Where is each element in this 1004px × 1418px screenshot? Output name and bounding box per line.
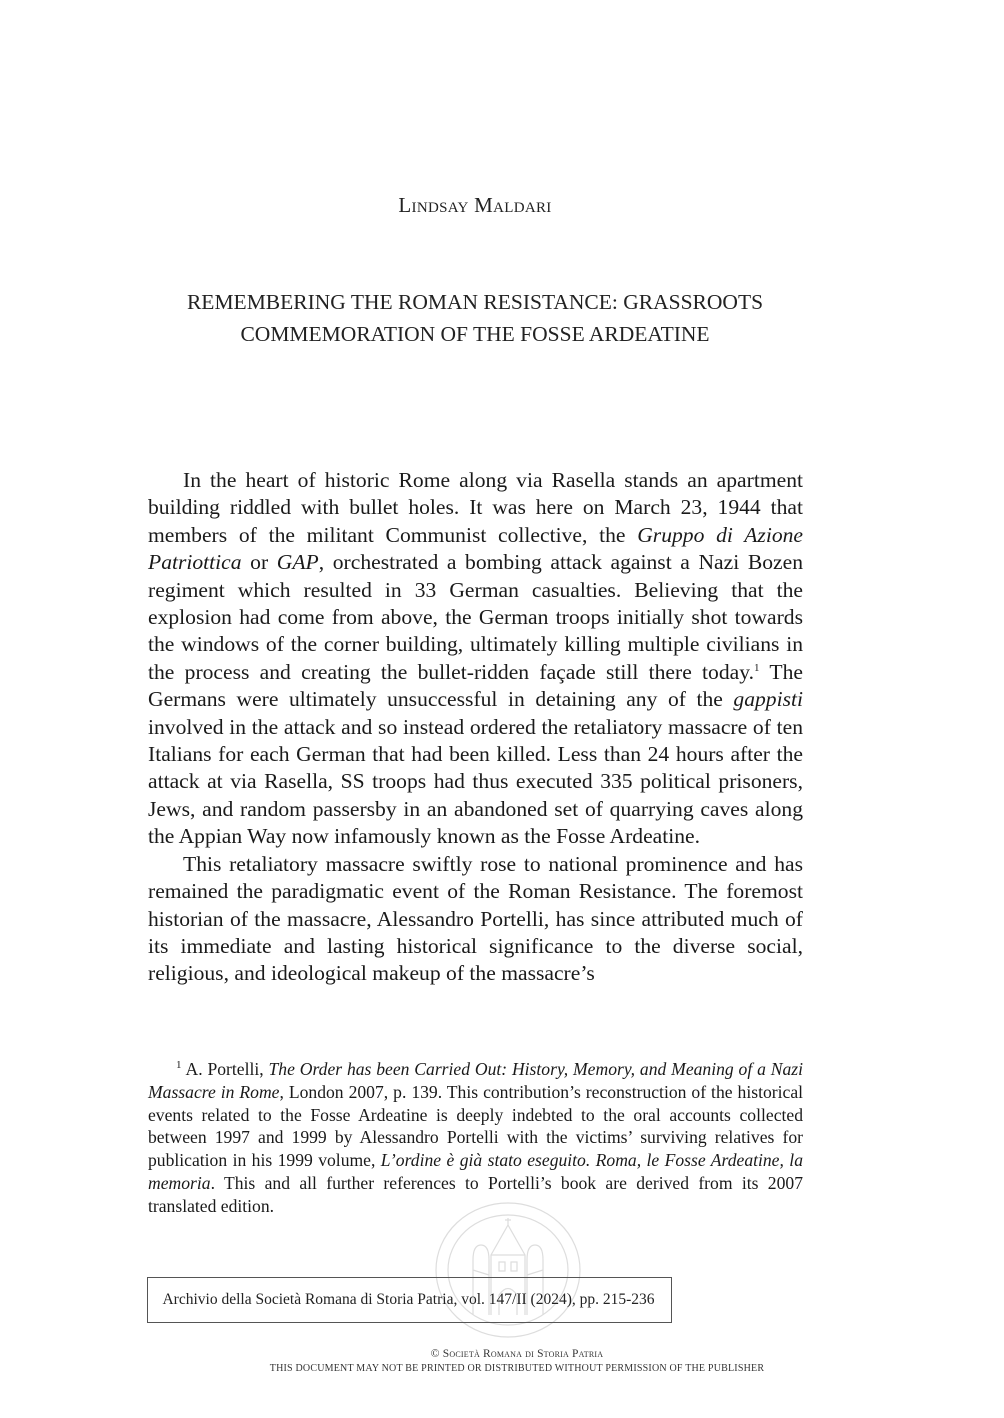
text-run: The Germans were ultimately unsuccessful in detaining any of the [148, 659, 803, 712]
author-name: Lindsay Maldari [398, 193, 552, 217]
italic-term-gruppo: Gruppo di Azione Patriottica [148, 522, 803, 575]
title-line-2: COMMEMORATION OF THE FOSSE ARDEATINE [240, 322, 710, 346]
text-run: , orchestrated a bombing attack against a Nazi Bozen regiment which resulted in 33 German casualties. Believing that the explosion had come from above, the German troops initially shot towards the windows of the corner building, ultimately killing multiple civilians in the process and creating the bullet-ridden façade still there today. [148, 550, 803, 684]
text-run: In the heart of historic Rome along via Rasella stands an apartment building riddled with bullet holes. It was here on March 23, 1944 that members of the militant Communist collective, the [148, 468, 803, 547]
copyright-line: © Società Romana di Storia Patria [430, 1348, 604, 1360]
footnote-reference[interactable]: 1 [754, 661, 760, 674]
footnote-1 [148, 1058, 803, 1218]
paragraph-2: This retaliatory massacre swiftly rose to national prominence and has remained the paradigmatic event of the Roman Resistance. The foremost historian of the massacre, Alessandro Portelli, has since attributed much of its immediate and lasting historical significance to the diverse social, religious, and ideological makeup of the massacre’s [148, 851, 803, 986]
body-text [148, 467, 803, 988]
article-title [100, 286, 850, 350]
paragraph-1 [148, 467, 803, 851]
text-run: or [241, 550, 277, 575]
citation-box [147, 1277, 672, 1323]
italic-book-title-english: The Order has been Carried Out: History, Memory, and Meaning of a Nazi Massacre in Rome [148, 1059, 803, 1102]
italic-term-gap: GAP [276, 550, 319, 575]
text-run: , London 2007, p. 139. This contribution’s reconstruction of the historical events related to the Fosse Ardeatine is deeply indebted to the oral accounts collected between 1997 and 1999 by Alessandro Portelli with the victims’ surviving relatives for publication in his 1999 volume, [148, 1081, 804, 1171]
italic-term-gappisti: gappisti [733, 687, 803, 712]
distribution-notice: THIS DOCUMENT MAY NOT BE PRINTED OR DISTRIBUTED WITHOUT PERMISSION OF THE PUBLISHER [269, 1363, 765, 1374]
text-run: . This and all further references to Portelli’s book are derived from its 2007 translated edition. [148, 1172, 803, 1216]
italic-book-title-italian: L’ordine è già stato eseguito. Roma, le Fosse Ardeatine, la memoria [148, 1150, 803, 1193]
title-line-1: REMEMBERING THE ROMAN RESISTANCE: GRASSROOTS [186, 290, 764, 314]
footnote-number: 1 [176, 1059, 182, 1071]
text-run: A. Portelli, [185, 1059, 269, 1079]
citation-text: Archivio della Società Romana di Storia Patria, vol. 147/II (2024), pp. 215-236 [162, 1291, 655, 1308]
text-run: involved in the attack and so instead ordered the retaliatory massacre of ten Italians for each German that had been killed. Less than 24 hours after the attack at via Rasella, SS troops had thus executed 335 political prisoners, Jews, and random passersby in an abandoned set of quarrying caves along the Appian Way now infamously known as the Fosse Ardeatine. [148, 714, 803, 849]
footnote [148, 1058, 803, 1218]
